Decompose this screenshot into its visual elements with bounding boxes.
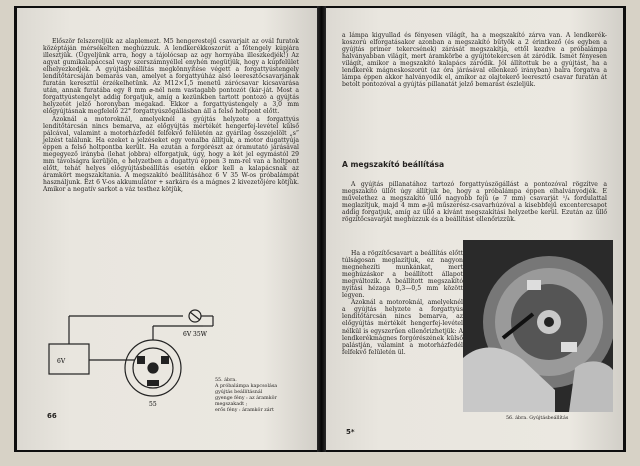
right-paragraph-top: a lámpa kigyullad és fényesen világít, ha a megszakító zárva van. A lendkerék-koszorú elforgatásakor azonban a megszakító bütyök a 2 érintkező (és egyben a gyújtás primer tekercsének) zárását megszakítja, ettől kezdve a próbalámpa halványabban világít, mert áramkörbe a gyújtótekercsen át záródik. Ismét fényesen világít, amikor a megszakító kalapács záródik. Jól állítottuk be a gyújtást, ha a lendkerék mágneskoszorút (az óra járásával ellenkező irányban) balra forgatva a lámpa éppen akkor halványodik el, amikor az olajtekerő leeresztő csavar furatán át betolt pontozóval a gyújtás pillanatát jelző bemarást észleljük. [342,32,607,89]
right-paragraph-1: A gyújtás pillanatához tartozó forgattyúszögállást a pontozóval rögzítve a megszakító üllőt úgy állítjuk be, hogy a próbalámpa éppen elhalványodjék. E művelethez a megszakító üllő nagyobb fejű (⌀ 7 mm) csavarját ¹/₄ fordulattal meglazítjuk, majd 4 mm ⌀-jű műszerész-csavarhúzóval a kisebbfejű excentercsapot addig forgatjuk, amíg az üllő a kívánt megszakítási helyzetbe kerül. Ezután az üllő rögzítőcsavarját meghúzzuk és a beállítást ellenőrizzük. [342,181,607,224]
left-page-number: 66 [47,412,57,420]
lamp-rating-label: 6V 35W [183,331,207,338]
section-heading: A megszakító beállítása [342,160,445,169]
left-paragraph-2: Azoknál a motoroknál, amelyeknél a gyújtás helyzete a forgattyús lendítőtárcsán nincs bemarva, az előgyújtás mértékét hengerfej-levétel külső pálcával, valamint a motorházfedél felfekvő felületén az gyárilag összejelölt „s” jelzést találunk. Ha ezeket a jelzéseket egy vonalba állítjuk, a motor dugattyúja éppen a felső holtpontba került. Ha ezután a forgórészt az óramutató járásával megegyező irányba (lehat jobbra) elforgatjuk, úgy, hogy a két jel egymástól 29 mm távolságra kerüljön, e helyzetben a dugattyú éppen 3 mm-rel van a holtpont előtt, tehát helyes előgyújtásbeállítás esetén ekkor kell a kalapácsnak az áramkört megszakítania. A megszakító beállításához 6 V 35 W-os próbalámpát használjunk. Ezt 6 V-os akkumulátor + sarkára és a mágnes 2 kivezetőjére kötjük. Amikor a negatív sarkot a váz testhez kötjük, [43,115,299,193]
right-page-number: 5* [346,428,355,436]
caption-line: gyújtás beállításnál [215,390,263,395]
right-paragraph-2: Ha a rögzítőcsavart a beállítás előtt túlságosan meglazítjuk, ez nagyon megnehezíti munkánkat, mert meghúzáskor a beállított állapot megváltozik. A beállított megszakító nyitási hézaga 0,3—0,5 mm között legyen. [342,250,463,300]
figure-55-caption [215,378,299,414]
magneto-photo [463,240,613,412]
right-paragraph-3: Azoknál a motoroknál, amelyeknél a gyújtás helyzete a forgattyús lendítőtárcsán nincs bemarva, az előgyújtás mértékét hengerfej-levétel nélkül is egyszerűen ellenőrizhetjük: A lendkerékmágnes forgórészének külső palástján, valamint a motorházfedél felfekvő felületén ül. [342,299,463,356]
figure-number-label: 55 [149,401,157,408]
figure-56-caption: 56. ábra. Gyújtásbeállítás [506,416,569,421]
caption-line: gyenge fény : az áramkör [215,396,277,401]
left-body-text [43,38,299,193]
caption-line: erős fény : áramkör zárt [215,408,274,413]
caption-line: megszakadt ; [215,402,248,407]
caption-line: 55. ábra. [215,378,237,383]
right-page [326,8,623,450]
right-body-text-narrow [342,250,463,356]
book-gutter [317,6,326,452]
caption-line: A próbalámpa kapcsolása [215,384,278,389]
left-paragraph-1: Először felszereljük az alaplemezt. M5 hengerestejű csavarjait az ovál furatok középtáján mérsékelten meghúzzuk. A lendkerékkoszorút a főtengely kúpjára illesztjük. (Ügyeljünk arra, hogy a tájolócsap az agy hornyába illeszkedjék!) Az agyat gumikalapáccsal vagy szerszámnyéllel enyhén megütjük, hogy a kúpfelület elhelyezkedjék. A gyújtásbeállítás megkönnyítése végett a forgattyústengely lendítőtárcsáján bemarás van, amelyet a forgattyúház alsó leeresztőcsavarjának furatán keresztül érzékelhetünk. Az M12×1,5 menetű zárócsavar kicsavarása után, annak furatába egy 8 mm ⌀-nél nem vastagabb pontozót (kár-ját. Most a forgattyústengelyt addig forgatjuk, amíg a kezünkben tartott pontozó a gyújtás helyzetét jelző horonyban megakad. Ekkor a forgattyústengely a 3,0 mm előgyújtásnak megfelelő 22° forgattyúszögállásban áll a felső holtpont előtt. [43,38,299,116]
battery-voltage-label: 6V [57,358,66,365]
right-body-text-cont [342,181,607,223]
book-spread [14,6,626,452]
left-page [17,8,317,450]
right-body-text-top [342,32,607,88]
wiring-diagram-figure [43,296,243,412]
battery-icon [49,344,89,374]
